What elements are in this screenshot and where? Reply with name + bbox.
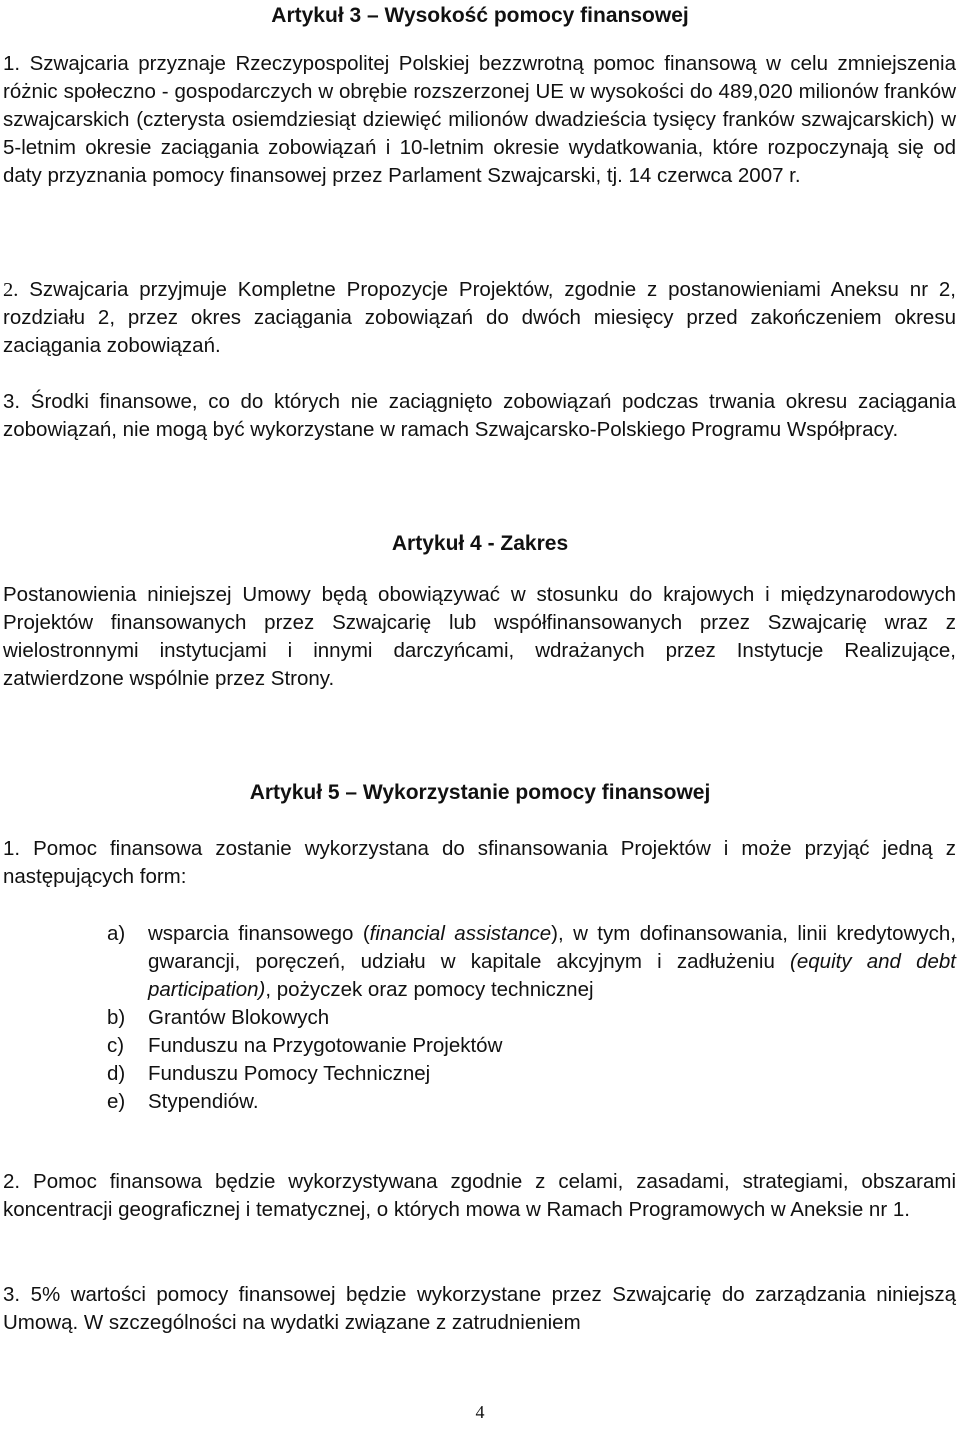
- paragraph-number: 2.: [3, 279, 19, 301]
- article-3-paragraph-2: [3, 276, 956, 360]
- list-text: ), w tym dofinansowania, linii kredytowych, gwarancji, poręczeń, udziału w kapitale akcyjnym i zadłużeniu: [148, 922, 956, 973]
- paragraph-number: 1.: [3, 52, 21, 75]
- list-item: [107, 1088, 956, 1116]
- list-marker: c): [107, 1034, 125, 1057]
- list-text: , pożyczek oraz pomocy technicznej: [265, 978, 594, 1001]
- list-item: [107, 1032, 956, 1060]
- list-marker: e): [107, 1090, 126, 1113]
- article-3-paragraph-3: [3, 388, 956, 444]
- paragraph-text: Szwajcaria przyznaje Rzeczypospolitej Polskiej bezzwrotną pomoc finansową w celu zmniejszenia różnic społeczno - gospodarczych w obrębie rozszerzonej UE w wysokości do 489,020 milionów franków szwajcarskich (czterysta osiemdziesiąt dziewięć milionów dwadzieścia tysięcy franków szwajcarskich) w 5-letnim okresie zaciągania zobowiązań i 10-letnim okresie wydatkowania, które rozpoczynają się od daty przyznania pomocy finansowej przez Parlament Szwajcarski, tj. 14 czerwca 2007 r.: [3, 52, 956, 187]
- article-5-paragraph-3: 3. 5% wartości pomocy finansowej będzie wykorzystane przez Szwajcarię do zarządzania niniejszą Umową. W szczególności na wydatki związane z zatrudnieniem: [3, 1283, 956, 1334]
- list-text: wsparcia finansowego (: [148, 922, 370, 945]
- list-text: Funduszu na Przygotowanie Projektów: [148, 1034, 503, 1057]
- paragraph-text: Szwajcaria przyjmuje Kompletne Propozycje Projektów, zgodnie z postanowieniami Aneksu nr 2, rozdziału 2, przez okres zaciągania zobowiązań do dwóch miesięcy przed zakończeniem okresu zaciągania zobowiązań.: [3, 278, 956, 357]
- article-5-heading: Artykuł 5 – Wykorzystanie pomocy finansowej: [249, 781, 711, 804]
- list-text: Funduszu Pomocy Technicznej: [148, 1062, 431, 1085]
- financial-forms-list: [107, 920, 956, 1116]
- list-text: Grantów Blokowych: [148, 1006, 330, 1029]
- page-number: 4: [475, 1402, 485, 1422]
- list-item: [107, 1060, 956, 1088]
- list-marker: a): [107, 922, 126, 945]
- article-4-heading: Artykuł 4 - Zakres: [391, 532, 569, 555]
- article-3-heading: Artykuł 3 – Wysokość pomocy finansowej: [271, 4, 689, 27]
- article-5-paragraph-1: 1. Pomoc finansowa zostanie wykorzystana do sfinansowania Projektów i może przyjąć jedną z następujących form:: [3, 837, 956, 888]
- article-5-paragraph-2: 2. Pomoc finansowa będzie wykorzystywana zgodnie z celami, zasadami, strategiami, obszarami koncentracji geograficznej i tematycznej, o których mowa w Ramach Programowych w Aneksie nr 1.: [3, 1170, 956, 1221]
- list-marker: b): [107, 1006, 126, 1029]
- list-marker: d): [107, 1062, 126, 1085]
- paragraph-text: Środki finansowe, co do których nie zaciągnięto zobowiązań podczas trwania okresu zaciągania zobowiązań, nie mogą być wykorzystane w ramach Szwajcarsko-Polskiego Programu Współpracy.: [3, 390, 956, 441]
- article-4-paragraph: Postanowienia niniejszej Umowy będą obowiązywać w stosunku do krajowych i międzynarodowych Projektów finansowanych przez Szwajcarię lub współfinansowanych przez Szwajcarię wraz z wielostronnymi instytucjami i innymi darczyńcami, wdrażanych przez Instytucje Realizujące, zatwierdzone wspólnie przez Strony.: [3, 583, 956, 690]
- list-text: Stypendiów.: [148, 1090, 259, 1113]
- list-item: [107, 1004, 956, 1032]
- italic-term: (equity and debt participation): [148, 950, 957, 1001]
- article-3-paragraph-1: [3, 50, 956, 190]
- list-item: [107, 920, 956, 1004]
- paragraph-number: 3.: [3, 390, 21, 413]
- italic-term: financial assistance: [369, 922, 552, 945]
